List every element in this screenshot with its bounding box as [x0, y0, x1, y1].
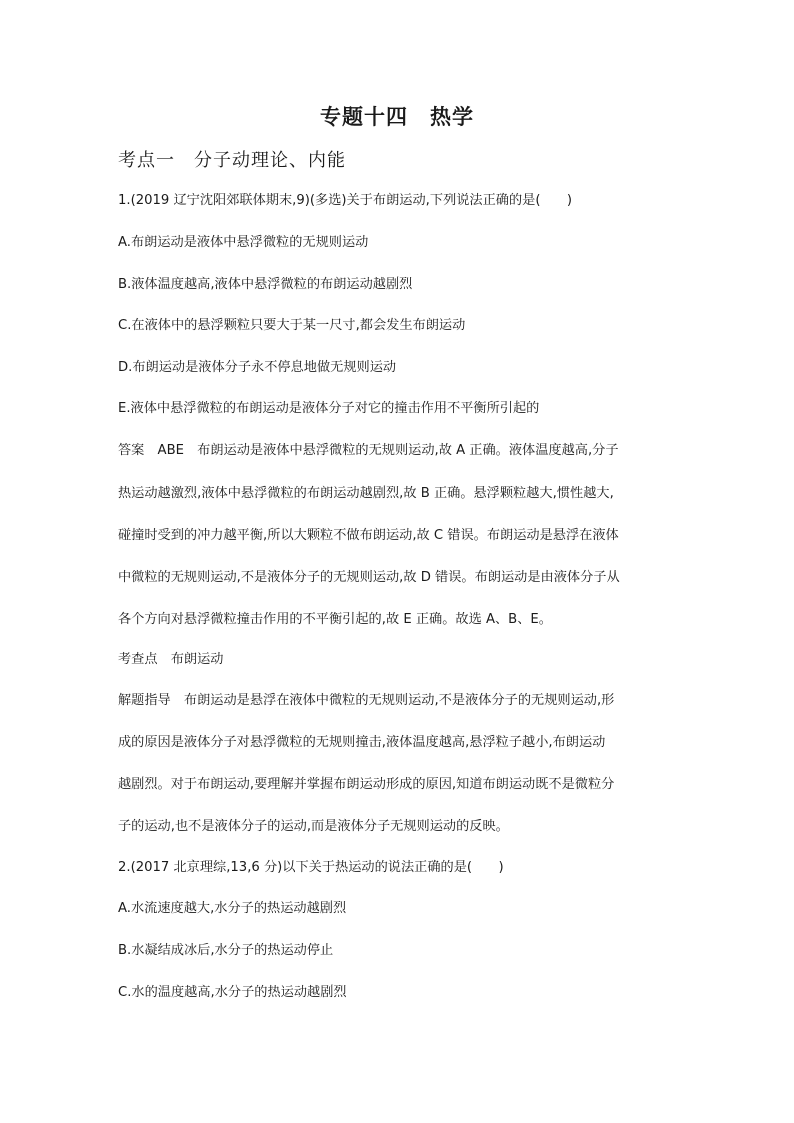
question-2-stem: 2.(2017 北京理综,13,6 分)以下关于热运动的说法正确的是( )	[118, 860, 504, 875]
page-title: 专题十四 热学	[320, 105, 474, 129]
question-2-option-b: B.水凝结成冰后,水分子的热运动停止	[118, 943, 334, 958]
question-1-answer-line: 各个方向对悬浮微粒撞击作用的不平衡引起的,故 E 正确。故选 A、B、E。	[118, 612, 552, 627]
question-1-guide-line: 子的运动,也不是液体分子的运动,而是液体分子无规则运动的反映。	[118, 819, 509, 834]
question-1-answer-line: 热运动越激烈,液体中悬浮微粒的布朗运动越剧烈,故 B 正确。悬浮颗粒越大,惯性越大,	[118, 486, 614, 501]
question-1-option-c: C.在液体中的悬浮颗粒只要大于某一尺寸,都会发生布朗运动	[118, 318, 466, 333]
question-1-answer-line: 碰撞时受到的冲力越平衡,所以大颗粒不做布朗运动,故 C 错误。布朗运动是悬浮在液体	[118, 528, 619, 543]
question-1-answer-line: 中微粒的无规则运动,不是液体分子的无规则运动,故 D 错误。布朗运动是由液体分子从	[118, 570, 620, 585]
question-1-option-a: A.布朗运动是液体中悬浮微粒的无规则运动	[118, 235, 369, 250]
question-1-answer-line: 答案 ABE 布朗运动是液体中悬浮微粒的无规则运动,故 A 正确。液体温度越高,分子	[118, 443, 619, 458]
question-1-guide-line: 越剧烈。对于布朗运动,要理解并掌握布朗运动形成的原因,知道布朗运动既不是微粒分	[118, 777, 615, 792]
question-2-option-c: C.水的温度越高,水分子的热运动越剧烈	[118, 985, 347, 1000]
section-heading: 考点一 分子动理论、内能	[118, 150, 346, 171]
question-2-option-a: A.水流速度越大,水分子的热运动越剧烈	[118, 901, 347, 916]
question-1-guide-line: 成的原因是液体分子对悬浮微粒的无规则撞击,液体温度越高,悬浮粒子越小,布朗运动	[118, 735, 606, 750]
question-1-stem: 1.(2019 辽宁沈阳郊联体期末,9)(多选)关于布朗运动,下列说法正确的是( )	[118, 193, 573, 208]
question-1-option-b: B.液体温度越高,液体中悬浮微粒的布朗运动越剧烈	[118, 277, 413, 292]
question-1-kaochadian: 考查点 布朗运动	[118, 652, 224, 667]
question-1-option-e: E.液体中悬浮微粒的布朗运动是液体分子对它的撞击作用不平衡所引起的	[118, 401, 540, 416]
question-1-option-d: D.布朗运动是液体分子永不停息地做无规则运动	[118, 360, 397, 375]
question-1-guide-line: 解题指导 布朗运动是悬浮在液体中微粒的无规则运动,不是液体分子的无规则运动,形	[118, 693, 615, 708]
